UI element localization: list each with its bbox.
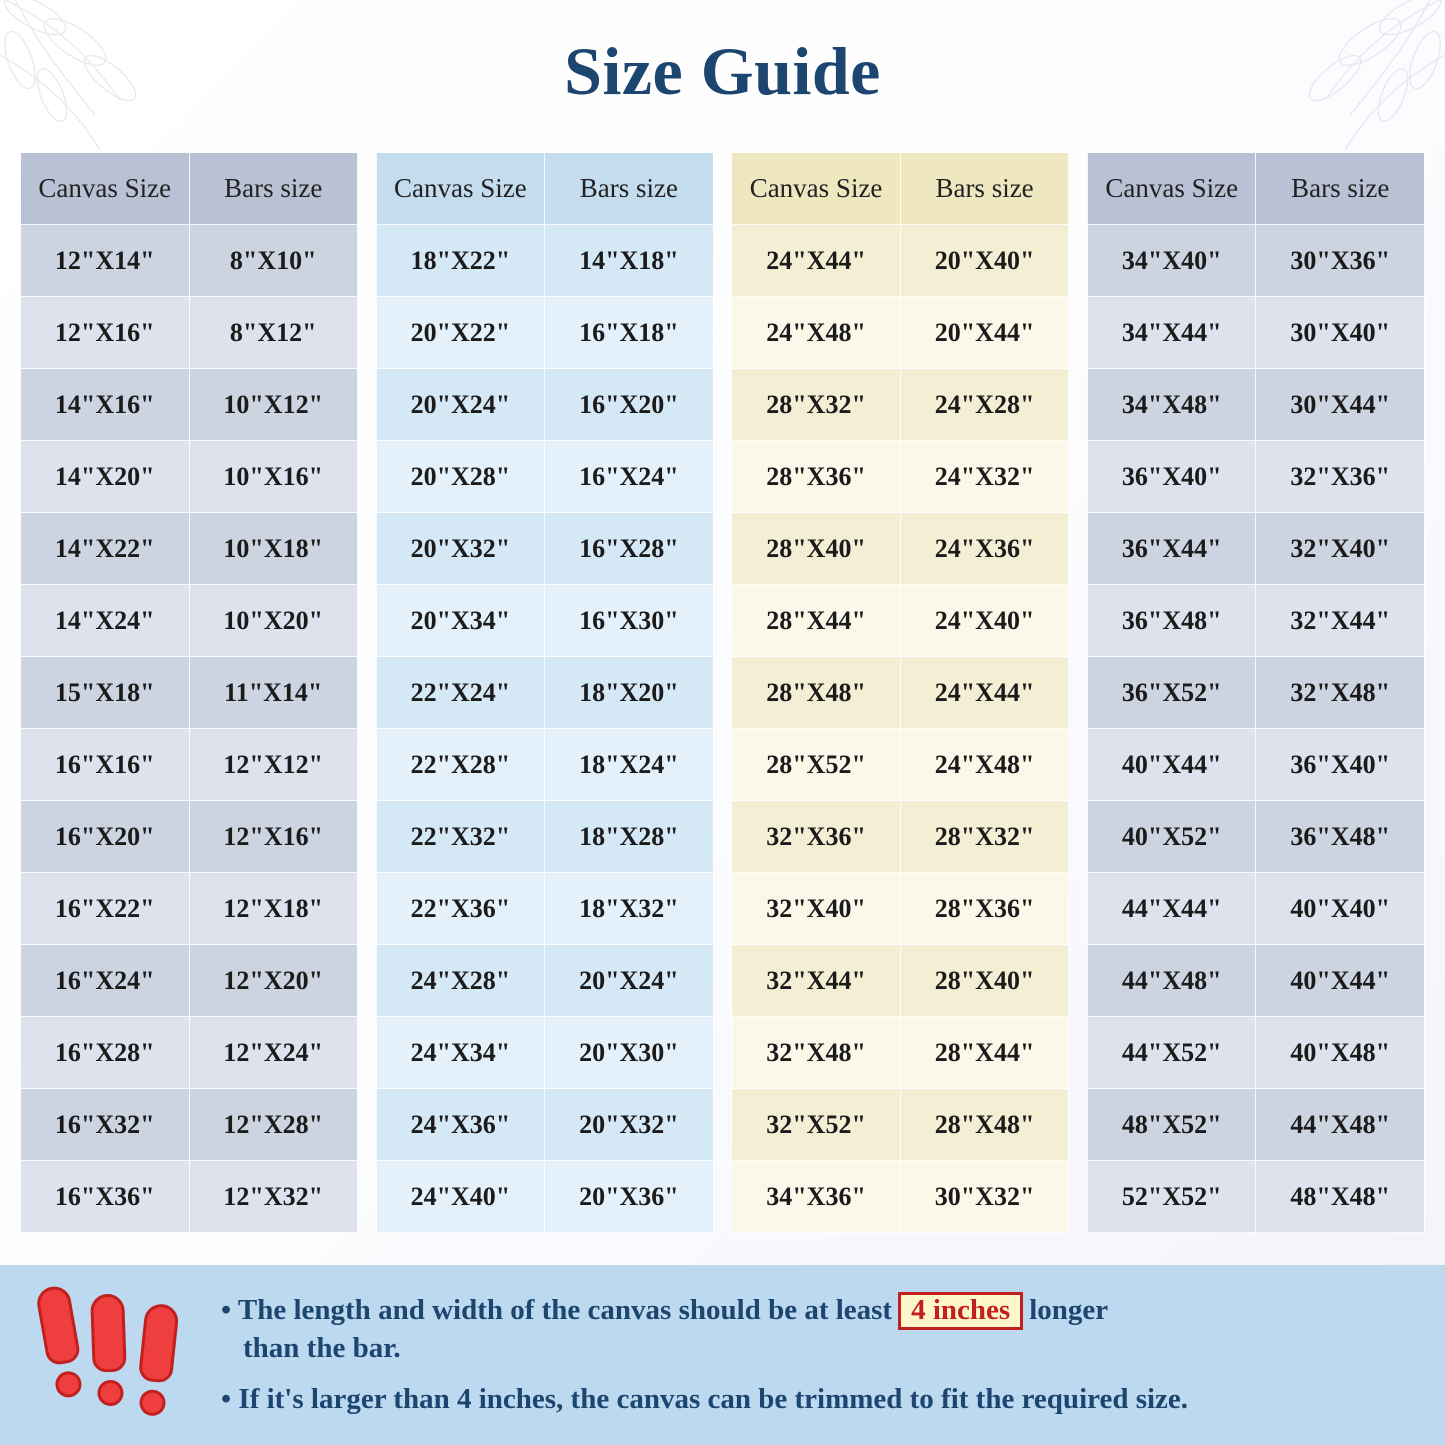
bars-size-cell: 12"X16"	[189, 801, 358, 873]
bars-size-cell: 32"X40"	[1256, 513, 1425, 585]
table-row	[21, 945, 358, 1017]
table-row	[732, 297, 1069, 369]
bars-size-cell: 12"X20"	[189, 945, 358, 1017]
table-row	[376, 1161, 713, 1233]
canvas-size-cell: 44"X52"	[1087, 1017, 1256, 1089]
table-header-row	[1087, 153, 1424, 225]
canvas-size-cell: 34"X44"	[1087, 297, 1256, 369]
bars-size-cell: 24"X48"	[900, 729, 1069, 801]
bars-size-cell: 24"X40"	[900, 585, 1069, 657]
canvas-size-cell: 32"X48"	[732, 1017, 901, 1089]
canvas-size-cell: 24"X34"	[376, 1017, 545, 1089]
bars-size-cell: 36"X40"	[1256, 729, 1425, 801]
canvas-size-cell: 28"X44"	[732, 585, 901, 657]
bars-size-cell: 20"X40"	[900, 225, 1069, 297]
bars-size-cell: 8"X12"	[189, 297, 358, 369]
table-row	[732, 729, 1069, 801]
canvas-size-cell: 36"X44"	[1087, 513, 1256, 585]
table-row	[732, 225, 1069, 297]
canvas-size-cell: 22"X24"	[376, 657, 545, 729]
canvas-size-cell: 28"X52"	[732, 729, 901, 801]
bars-size-cell: 18"X32"	[545, 873, 714, 945]
table-row	[21, 441, 358, 513]
bars-size-cell: 28"X36"	[900, 873, 1069, 945]
table-row	[732, 585, 1069, 657]
table-row	[21, 801, 358, 873]
canvas-size-cell: 14"X24"	[21, 585, 190, 657]
table-row	[1087, 1017, 1424, 1089]
canvas-size-cell: 32"X40"	[732, 873, 901, 945]
size-table-2	[376, 152, 714, 1233]
canvas-size-cell: 16"X16"	[21, 729, 190, 801]
bars-size-cell: 30"X40"	[1256, 297, 1425, 369]
table-row	[732, 1089, 1069, 1161]
bars-size-cell: 24"X36"	[900, 513, 1069, 585]
bars-size-cell: 16"X20"	[545, 369, 714, 441]
table-row	[732, 657, 1069, 729]
bars-size-cell: 40"X40"	[1256, 873, 1425, 945]
size-table-1	[20, 152, 358, 1233]
notes-text	[199, 1292, 1425, 1418]
canvas-size-cell: 34"X36"	[732, 1161, 901, 1233]
column-header-bars: Bars size	[900, 153, 1069, 225]
canvas-size-cell: 24"X36"	[376, 1089, 545, 1161]
bars-size-cell: 8"X10"	[189, 225, 358, 297]
canvas-size-cell: 16"X24"	[21, 945, 190, 1017]
table-row	[1087, 225, 1424, 297]
bars-size-cell: 20"X36"	[545, 1161, 714, 1233]
canvas-size-cell: 48"X52"	[1087, 1089, 1256, 1161]
bars-size-cell: 20"X30"	[545, 1017, 714, 1089]
canvas-size-cell: 34"X40"	[1087, 225, 1256, 297]
bars-size-cell: 18"X28"	[545, 801, 714, 873]
canvas-size-cell: 22"X28"	[376, 729, 545, 801]
bars-size-cell: 10"X12"	[189, 369, 358, 441]
size-table-3	[731, 152, 1069, 1233]
table-row	[732, 513, 1069, 585]
table-row	[732, 945, 1069, 1017]
bars-size-cell: 20"X32"	[545, 1089, 714, 1161]
table-row	[1087, 945, 1424, 1017]
canvas-size-cell: 36"X40"	[1087, 441, 1256, 513]
bars-size-cell: 16"X18"	[545, 297, 714, 369]
table-row	[21, 513, 358, 585]
table-row	[376, 729, 713, 801]
bars-size-cell: 12"X18"	[189, 873, 358, 945]
page-title: Size Guide	[564, 33, 881, 109]
table-row	[1087, 1089, 1424, 1161]
canvas-size-cell: 24"X44"	[732, 225, 901, 297]
canvas-size-cell: 44"X48"	[1087, 945, 1256, 1017]
canvas-size-cell: 14"X16"	[21, 369, 190, 441]
canvas-size-cell: 16"X32"	[21, 1089, 190, 1161]
table-row	[732, 873, 1069, 945]
table-row	[1087, 657, 1424, 729]
bars-size-cell: 28"X44"	[900, 1017, 1069, 1089]
bars-size-cell: 30"X44"	[1256, 369, 1425, 441]
bars-size-cell: 16"X24"	[545, 441, 714, 513]
table-row	[1087, 873, 1424, 945]
bars-size-cell: 30"X36"	[1256, 225, 1425, 297]
bars-size-cell: 16"X28"	[545, 513, 714, 585]
column-header-bars: Bars size	[189, 153, 358, 225]
column-header-bars: Bars size	[545, 153, 714, 225]
canvas-size-cell: 44"X44"	[1087, 873, 1256, 945]
bars-size-cell: 28"X32"	[900, 801, 1069, 873]
table-row	[732, 1161, 1069, 1233]
bars-size-cell: 28"X40"	[900, 945, 1069, 1017]
exclamation-icon	[14, 1280, 199, 1430]
canvas-size-cell: 22"X36"	[376, 873, 545, 945]
canvas-size-cell: 20"X28"	[376, 441, 545, 513]
canvas-size-cell: 52"X52"	[1087, 1161, 1256, 1233]
table-row	[1087, 297, 1424, 369]
table-header-row	[376, 153, 713, 225]
table-row	[21, 1161, 358, 1233]
table-row	[376, 369, 713, 441]
bars-size-cell: 40"X44"	[1256, 945, 1425, 1017]
bars-size-cell: 12"X28"	[189, 1089, 358, 1161]
table-row	[376, 297, 713, 369]
canvas-size-cell: 24"X28"	[376, 945, 545, 1017]
column-header-canvas: Canvas Size	[732, 153, 901, 225]
bars-size-cell: 24"X28"	[900, 369, 1069, 441]
table-row	[376, 225, 713, 297]
canvas-size-cell: 20"X22"	[376, 297, 545, 369]
canvas-size-cell: 28"X48"	[732, 657, 901, 729]
table-row	[21, 657, 358, 729]
canvas-size-cell: 28"X32"	[732, 369, 901, 441]
bars-size-cell: 40"X48"	[1256, 1017, 1425, 1089]
size-tables-container	[20, 152, 1425, 1233]
bars-size-cell: 32"X48"	[1256, 657, 1425, 729]
table-row	[1087, 369, 1424, 441]
canvas-size-cell: 15"X18"	[21, 657, 190, 729]
table-row	[376, 1089, 713, 1161]
bars-size-cell: 12"X24"	[189, 1017, 358, 1089]
note-1	[221, 1292, 1425, 1367]
table-row	[21, 873, 358, 945]
table-row	[732, 1017, 1069, 1089]
table-row	[1087, 729, 1424, 801]
canvas-size-cell: 36"X52"	[1087, 657, 1256, 729]
canvas-size-cell: 36"X48"	[1087, 585, 1256, 657]
table-row	[1087, 441, 1424, 513]
table-row	[732, 441, 1069, 513]
canvas-size-cell: 32"X52"	[732, 1089, 901, 1161]
canvas-size-cell: 20"X24"	[376, 369, 545, 441]
column-header-bars: Bars size	[1256, 153, 1425, 225]
table-row	[376, 801, 713, 873]
table-row	[732, 801, 1069, 873]
bars-size-cell: 14"X18"	[545, 225, 714, 297]
bars-size-cell: 18"X24"	[545, 729, 714, 801]
canvas-size-cell: 28"X36"	[732, 441, 901, 513]
table-row	[376, 441, 713, 513]
table-row	[376, 657, 713, 729]
canvas-size-cell: 34"X48"	[1087, 369, 1256, 441]
canvas-size-cell: 14"X20"	[21, 441, 190, 513]
bars-size-cell: 24"X44"	[900, 657, 1069, 729]
table-header-row	[732, 153, 1069, 225]
bars-size-cell: 12"X32"	[189, 1161, 358, 1233]
table-row	[21, 729, 358, 801]
table-row	[1087, 801, 1424, 873]
bars-size-cell: 10"X18"	[189, 513, 358, 585]
bars-size-cell: 16"X30"	[545, 585, 714, 657]
table-row	[1087, 513, 1424, 585]
table-row	[1087, 585, 1424, 657]
footer-notes	[0, 1265, 1445, 1445]
canvas-size-cell: 16"X22"	[21, 873, 190, 945]
table-row	[376, 513, 713, 585]
bars-size-cell: 12"X12"	[189, 729, 358, 801]
bars-size-cell: 44"X48"	[1256, 1089, 1425, 1161]
column-header-canvas: Canvas Size	[1087, 153, 1256, 225]
canvas-size-cell: 22"X32"	[376, 801, 545, 873]
highlight-4-inches: 4 inches	[898, 1292, 1023, 1330]
table-row	[21, 369, 358, 441]
table-row	[21, 1089, 358, 1161]
bars-size-cell: 20"X24"	[545, 945, 714, 1017]
column-header-canvas: Canvas Size	[21, 153, 190, 225]
bars-size-cell: 24"X32"	[900, 441, 1069, 513]
canvas-size-cell: 24"X40"	[376, 1161, 545, 1233]
table-header-row	[21, 153, 358, 225]
bars-size-cell: 36"X48"	[1256, 801, 1425, 873]
canvas-size-cell: 24"X48"	[732, 297, 901, 369]
canvas-size-cell: 16"X36"	[21, 1161, 190, 1233]
bars-size-cell: 28"X48"	[900, 1089, 1069, 1161]
canvas-size-cell: 18"X22"	[376, 225, 545, 297]
table-row	[1087, 1161, 1424, 1233]
table-row	[21, 297, 358, 369]
bars-size-cell: 11"X14"	[189, 657, 358, 729]
canvas-size-cell: 32"X36"	[732, 801, 901, 873]
bars-size-cell: 32"X36"	[1256, 441, 1425, 513]
table-row	[732, 369, 1069, 441]
bars-size-cell: 18"X20"	[545, 657, 714, 729]
canvas-size-cell: 14"X22"	[21, 513, 190, 585]
bars-size-cell: 32"X44"	[1256, 585, 1425, 657]
canvas-size-cell: 40"X52"	[1087, 801, 1256, 873]
bars-size-cell: 30"X32"	[900, 1161, 1069, 1233]
size-table-4	[1087, 152, 1425, 1233]
canvas-size-cell: 12"X14"	[21, 225, 190, 297]
note-1-part-2: longer	[1029, 1293, 1109, 1326]
canvas-size-cell: 16"X20"	[21, 801, 190, 873]
table-row	[376, 585, 713, 657]
column-header-canvas: Canvas Size	[376, 153, 545, 225]
table-row	[376, 873, 713, 945]
table-row	[21, 585, 358, 657]
note-1-part-1: • The length and width of the canvas should be at least	[221, 1293, 893, 1326]
note-2: • If it's larger than 4 inches, the canvas can be trimmed to fit the required size.	[221, 1382, 1189, 1415]
table-row	[376, 945, 713, 1017]
bars-size-cell: 20"X44"	[900, 297, 1069, 369]
bars-size-cell: 48"X48"	[1256, 1161, 1425, 1233]
canvas-size-cell: 12"X16"	[21, 297, 190, 369]
canvas-size-cell: 40"X44"	[1087, 729, 1256, 801]
note-1-part-3: than the bar.	[243, 1331, 401, 1364]
canvas-size-cell: 16"X28"	[21, 1017, 190, 1089]
canvas-size-cell: 20"X32"	[376, 513, 545, 585]
table-row	[21, 1017, 358, 1089]
table-row	[376, 1017, 713, 1089]
canvas-size-cell: 32"X44"	[732, 945, 901, 1017]
bars-size-cell: 10"X16"	[189, 441, 358, 513]
bars-size-cell: 10"X20"	[189, 585, 358, 657]
canvas-size-cell: 20"X34"	[376, 585, 545, 657]
canvas-size-cell: 28"X40"	[732, 513, 901, 585]
table-row	[21, 225, 358, 297]
